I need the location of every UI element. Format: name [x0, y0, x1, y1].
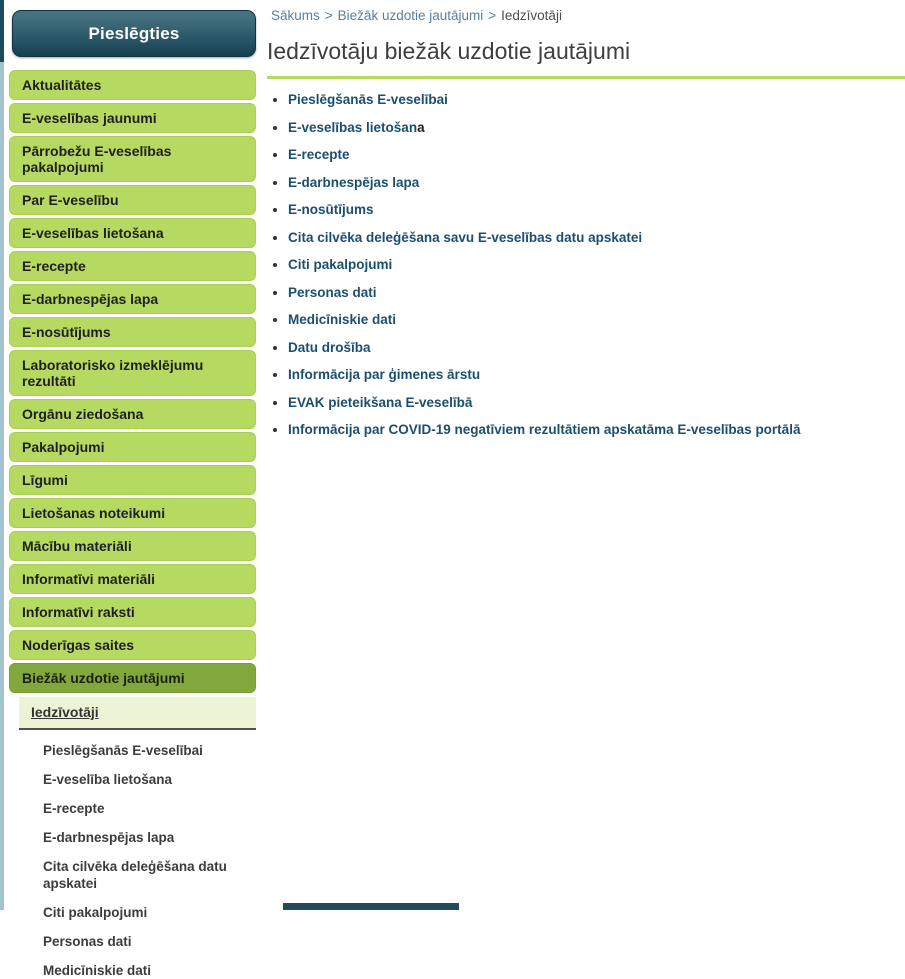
breadcrumb-separator: > [488, 8, 497, 23]
faq-item [288, 202, 905, 217]
sidebar-item-e-veselibas-jaunumi [9, 103, 256, 133]
subnav [9, 742, 256, 979]
faq-item [288, 395, 905, 410]
faq-item [288, 92, 905, 107]
subnav-item [9, 771, 256, 788]
sidebar-item-parrobezu [9, 136, 256, 182]
sidebar-link[interactable]: E-veselības jaunumi [9, 103, 256, 133]
faq-item [288, 312, 905, 327]
faq-link[interactable]: E-veselības lietošan [288, 119, 418, 135]
subnav-link[interactable]: E-darbnespējas lapa [43, 830, 175, 845]
breadcrumb-link-sakums[interactable]: Sākums [271, 8, 320, 23]
subnav-link[interactable]: Pieslēgšanās E-veselībai [43, 743, 203, 758]
sidebar-item-biezak-uzdotie-jautajumi [9, 663, 256, 693]
faq-link[interactable]: Citi pakalpojumi [288, 257, 393, 272]
breadcrumb-link-biezak[interactable]: Biežāk uzdotie jautājumi [337, 8, 484, 23]
faq-item [288, 230, 905, 245]
sidebar-link[interactable]: Laboratorisko izmeklējumu rezultāti [9, 350, 256, 396]
sidebar-item-e-veselibas-lietosana [9, 218, 256, 248]
faq-item [288, 285, 905, 300]
sidebar-link[interactable]: Noderīgas saites [9, 630, 256, 660]
sidebar-item-par-e-veselibu [9, 185, 256, 215]
sidebar-link[interactable]: E-veselības lietošana [9, 218, 256, 248]
subnav-item [9, 933, 256, 950]
sidebar-item-e-recepte [9, 251, 256, 281]
subnav-link[interactable]: E-recepte [43, 801, 105, 816]
faq-link-suffix: a [417, 119, 425, 135]
sidebar-item-laboratorisko [9, 350, 256, 396]
faq-link[interactable]: Cita cilvēka deleģēšana savu E-veselības datu apskatei [288, 229, 643, 245]
sidebar-link[interactable]: Aktualitātes [9, 70, 256, 100]
sidebar-link[interactable]: E-darbnespējas lapa [9, 284, 256, 314]
sidebar-link[interactable]: Lietošanas noteikumi [9, 498, 256, 528]
sidebar-item-noderigas-saites [9, 630, 256, 660]
subnav-header-link[interactable]: Iedzīvotāji [31, 704, 99, 720]
left-border-strip-top [0, 0, 4, 62]
faq-link[interactable]: E-recepte [288, 147, 350, 162]
sidebar-link[interactable]: E-recepte [9, 251, 256, 281]
faq-link[interactable]: Informācija par ģimenes ārstu [288, 367, 481, 382]
left-border-strip [0, 0, 4, 910]
sidebar-item-e-darbnespejas-lapa [9, 284, 256, 314]
subnav-header-iedzivotaji [19, 697, 256, 730]
title-rule [267, 76, 905, 79]
sidebar [4, 0, 256, 978]
breadcrumb [267, 8, 905, 23]
bottom-partial-element [283, 903, 459, 910]
sidebar-link[interactable]: E-nosūtījums [9, 317, 256, 347]
subnav-item [9, 904, 256, 921]
sidebar-link[interactable]: Mācību materiāli [9, 531, 256, 561]
faq-link[interactable]: Medicīniskie dati [288, 312, 397, 327]
sidebar-item-macibu-materiali [9, 531, 256, 561]
subnav-item [9, 800, 256, 817]
faq-item [288, 422, 905, 437]
sidebar-link[interactable]: Informatīvi raksti [9, 597, 256, 627]
faq-link[interactable]: E-nosūtījums [288, 202, 374, 217]
subnav-item [9, 962, 256, 979]
subnav-item [9, 742, 256, 759]
faq-link[interactable]: Datu drošība [288, 339, 371, 355]
faq-item [288, 367, 905, 382]
faq-item [288, 120, 905, 135]
faq-link[interactable]: Personas dati [288, 284, 377, 300]
breadcrumb-separator: > [324, 8, 333, 23]
sidebar-link[interactable]: Pakalpojumi [9, 432, 256, 462]
faq-item [288, 257, 905, 272]
sidebar-item-ligumi [9, 465, 256, 495]
sidebar-item-lietosanas-noteikumi [9, 498, 256, 528]
subnav-item [9, 858, 256, 892]
faq-item [288, 340, 905, 355]
faq-link[interactable]: Pieslēgšanās E-veselībai [288, 92, 448, 107]
subnav-link[interactable]: Personas dati [43, 934, 132, 949]
sidebar-nav [9, 70, 256, 693]
sidebar-item-informativi-materiali [9, 564, 256, 594]
page-title: Iedzīvotāju biežāk uzdotie jautājumi [267, 38, 631, 64]
sidebar-item-pakalpojumi [9, 432, 256, 462]
breadcrumb-current: Iedzīvotāji [501, 8, 562, 23]
faq-link[interactable]: EVAK pieteikšana E-veselībā [288, 394, 473, 410]
sidebar-item-informativi-raksti [9, 597, 256, 627]
sidebar-link[interactable]: Par E-veselību [9, 185, 256, 215]
sidebar-item-organu-ziedosana [9, 399, 256, 429]
faq-list [288, 92, 905, 437]
faq-item [288, 147, 905, 162]
sidebar-link[interactable]: Orgānu ziedošana [9, 399, 256, 429]
sidebar-item-e-nosutijums [9, 317, 256, 347]
faq-link[interactable]: E-darbnespējas lapa [288, 174, 420, 190]
sidebar-link[interactable]: Līgumi [9, 465, 256, 495]
sidebar-link-active[interactable]: Biežāk uzdotie jautājumi [9, 663, 256, 693]
faq-link[interactable]: Informācija par COVID-19 negatīviem rezultātiem apskatāma E-veselības portālā [288, 422, 801, 437]
main-content [256, 0, 905, 910]
subnav-link[interactable]: Cita cilvēka deleģēšana datu apskatei [43, 859, 227, 891]
subnav-link[interactable]: Medicīniskie dati [43, 963, 152, 978]
sidebar-link[interactable]: Informatīvi materiāli [9, 564, 256, 594]
login-button[interactable]: Pieslēgties [12, 10, 256, 57]
subnav-link[interactable]: E-veselība lietošana [43, 772, 173, 787]
faq-item [288, 175, 905, 190]
sidebar-item-aktualitates [9, 70, 256, 100]
subnav-item [9, 829, 256, 846]
sidebar-link[interactable]: Pārrobežu E-veselības pakalpojumi [9, 136, 256, 182]
subnav-link[interactable]: Citi pakalpojumi [43, 905, 148, 920]
